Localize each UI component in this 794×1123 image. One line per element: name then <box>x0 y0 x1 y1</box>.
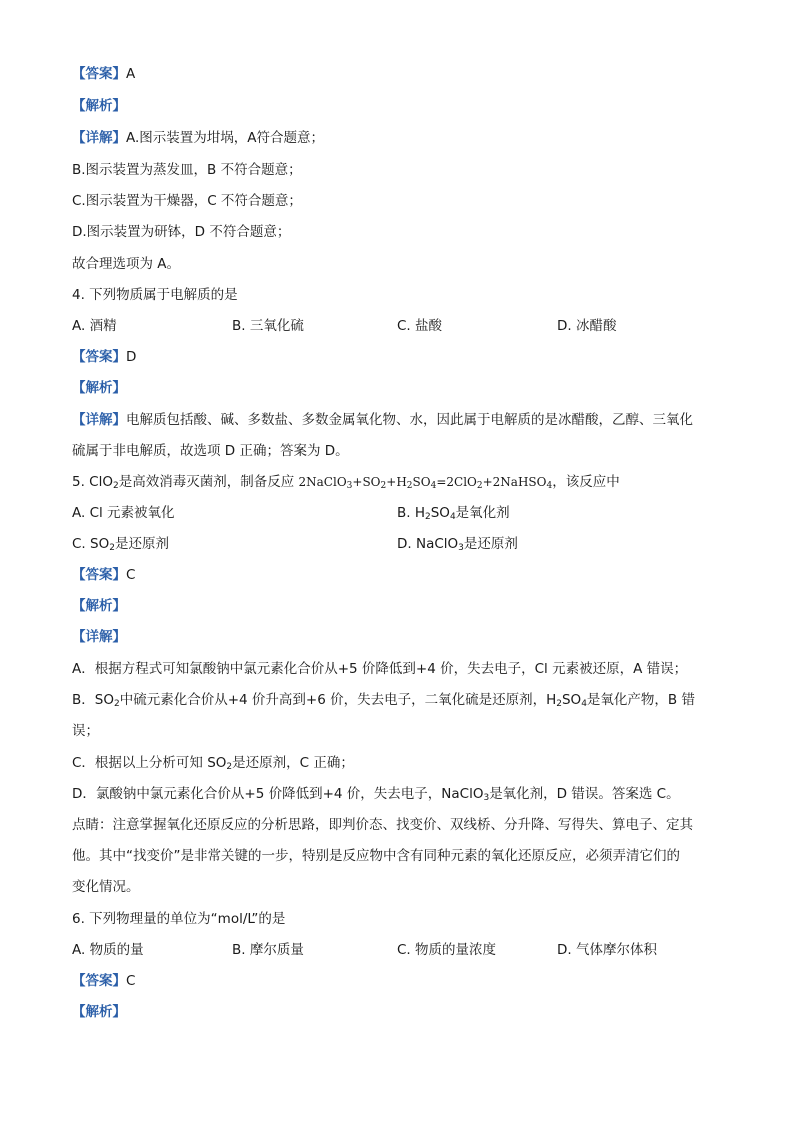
q5-detail-b-cont: 误； <box>72 723 99 739</box>
q6-analysis-tag <box>72 1002 126 1022</box>
eq-part: +H <box>386 475 407 489</box>
eq-part: 2NaClO <box>298 475 347 489</box>
q3-answer: A <box>126 66 136 82</box>
q5-analysis-tag <box>72 596 126 616</box>
eq-sub: 2 <box>476 481 483 491</box>
q5-detail-d <box>72 784 680 804</box>
answer-tag: 【答案】 <box>72 349 126 365</box>
q5-note-1: 点睛：注意掌握氧化还原反应的分析思路，即判价态、找变价、双线桥、分升降、写得失、算电子、定其 <box>72 817 693 833</box>
q5-option-d-sub: 3 <box>458 543 464 553</box>
q5-equation <box>299 475 553 489</box>
q3-detail-line <box>72 128 324 148</box>
analysis-tag: 【解析】 <box>72 98 126 114</box>
detail-tag: 【详解】 <box>72 130 126 146</box>
answer-tag: 【答案】 <box>72 973 126 989</box>
q5-detail-b-sub2: 2 <box>556 699 562 709</box>
q5-detail-b-mid2: SO <box>561 692 582 708</box>
q5-detail-c-post: 是还原剂，C 正确； <box>232 755 354 771</box>
q5-option-b-pre: B. H <box>397 505 425 521</box>
q6-answer-line <box>72 971 135 991</box>
q5-stem-prefix: 5. ClO <box>72 474 113 490</box>
analysis-tag: 【解析】 <box>72 380 126 396</box>
eq-sub: 4 <box>430 481 437 491</box>
q5-detail-b-mid: 中硫元素化合价从+4 价升高到+6 价，失去电子，二氧化硫是还原剂，H <box>119 692 557 708</box>
q4-option-c: C. 盐酸 <box>397 318 443 334</box>
q5-detail-d-pre: D．氯酸钠中氯元素化合价从+5 价降低到+4 价，失去电子，NaClO <box>72 786 484 802</box>
eq-part: SO <box>412 475 431 489</box>
analysis-tag: 【解析】 <box>72 598 126 614</box>
q3-line-c: C.图示装置为干燥器，C 不符合题意； <box>72 193 302 209</box>
q5-stem <box>72 472 620 492</box>
q5-detail-b-post: 是氧化产物，B 错 <box>586 692 695 708</box>
analysis-tag: 【解析】 <box>72 1004 126 1020</box>
q4-answer-line <box>72 347 136 367</box>
eq-sub: 2 <box>380 481 387 491</box>
q5-option-b-sub1: 2 <box>425 512 431 522</box>
q5-detail-b-pre: B．SO <box>72 692 114 708</box>
q6-option-c: C. 物质的量浓度 <box>397 942 497 958</box>
q5-detail-b-sub1: 2 <box>113 699 120 709</box>
q5-detail-tag <box>72 627 126 647</box>
q5-detail-d-post: 是氧化剂，D 错误。答案选 C。 <box>489 786 680 802</box>
q5-note-3: 变化情况。 <box>72 879 140 895</box>
q4-option-d: D. 冰醋酸 <box>557 318 617 334</box>
eq-sub: 2 <box>406 481 413 491</box>
q5-detail-b-sub3: 4 <box>581 699 587 709</box>
q3-line-b: B.图示装置为蒸发皿，B 不符合题意； <box>72 162 302 178</box>
q5-option-b <box>397 503 510 523</box>
q5-option-d-pre: D. NaClO <box>397 536 459 552</box>
q5-stem-sub: 2 <box>112 481 119 491</box>
q3-detail-a: A.图示装置为坩埚，A符合题意； <box>126 130 325 146</box>
q6-option-b: B. 摩尔质量 <box>232 942 304 958</box>
detail-tag: 【详解】 <box>72 629 126 645</box>
q5-option-c-pre: C. SO <box>72 536 110 552</box>
q4-option-a: A. 酒精 <box>72 318 117 334</box>
q5-detail-c <box>72 753 354 773</box>
q5-stem-suffix: ，该反应中 <box>552 474 620 490</box>
q6-stem: 6. 下列物理量的单位为“mol/L”的是 <box>72 911 286 927</box>
eq-part: =2ClO <box>436 475 477 489</box>
q4-stem: 4. 下列物质属于电解质的是 <box>72 287 238 303</box>
q5-detail-d-sub: 3 <box>483 793 490 803</box>
q4-detail-2: 硫属于非电解质，故选项 D 正确；答案为 D。 <box>72 443 349 459</box>
eq-part: +SO <box>352 475 381 489</box>
q4-option-b: B. 三氧化硫 <box>232 318 304 334</box>
q4-detail-1: 电解质包括酸、碱、多数盐、多数金属氧化物、水，因此属于电解质的是冰醋酸，乙醇、三氧化 <box>126 412 693 428</box>
q5-option-a: A. Cl 元素被氧化 <box>72 505 175 521</box>
q5-option-c-post: 是还原剂 <box>114 536 169 552</box>
q5-option-b-mid: SO <box>430 505 450 521</box>
q3-analysis-tag <box>72 96 126 116</box>
q5-option-c <box>72 534 169 554</box>
q5-option-b-sub2: 4 <box>449 512 456 522</box>
q3-line-d: D.图示装置为研钵，D 不符合题意； <box>72 224 291 240</box>
eq-sub: 3 <box>346 481 353 491</box>
detail-tag: 【详解】 <box>72 412 126 428</box>
q5-option-d-post: 是还原剂 <box>463 536 518 552</box>
q6-option-d: D. 气体摩尔体积 <box>557 942 657 958</box>
q5-stem-text: 是高效消毒灭菌剂，制备反应 <box>118 474 299 490</box>
eq-part: +2NaHSO <box>482 475 547 489</box>
q5-detail-c-sub: 2 <box>226 762 233 772</box>
q5-note-2: 他。其中“找变价”是非常关键的一步，特别是反应物中含有同种元素的氧化还原反应，必须弄清它们的 <box>72 848 680 864</box>
q5-answer: C <box>126 567 136 583</box>
q4-detail-line-1 <box>72 410 693 430</box>
q5-detail-b <box>72 690 695 710</box>
q3-conclusion: 故合理选项为 A。 <box>72 256 181 272</box>
q5-detail-a: A．根据方程式可知氯酸钠中氯元素化合价从+5 价降低到+4 价，失去电子，Cl 元素被还原，A 错误； <box>72 661 688 677</box>
q5-detail-c-pre: C．根据以上分析可知 SO <box>72 755 227 771</box>
answer-tag: 【答案】 <box>72 567 126 583</box>
q6-option-a: A. 物质的量 <box>72 942 144 958</box>
q5-option-d <box>397 534 518 554</box>
q4-answer: D <box>126 349 137 365</box>
q5-option-c-sub: 2 <box>109 543 115 553</box>
q4-analysis-tag <box>72 378 126 398</box>
q6-answer: C <box>126 973 136 989</box>
eq-sub: 4 <box>546 481 553 491</box>
q5-option-b-post: 是氧化剂 <box>455 505 510 521</box>
q5-answer-line <box>72 565 135 585</box>
answer-tag: 【答案】 <box>72 66 126 82</box>
q3-answer-line <box>72 64 135 84</box>
